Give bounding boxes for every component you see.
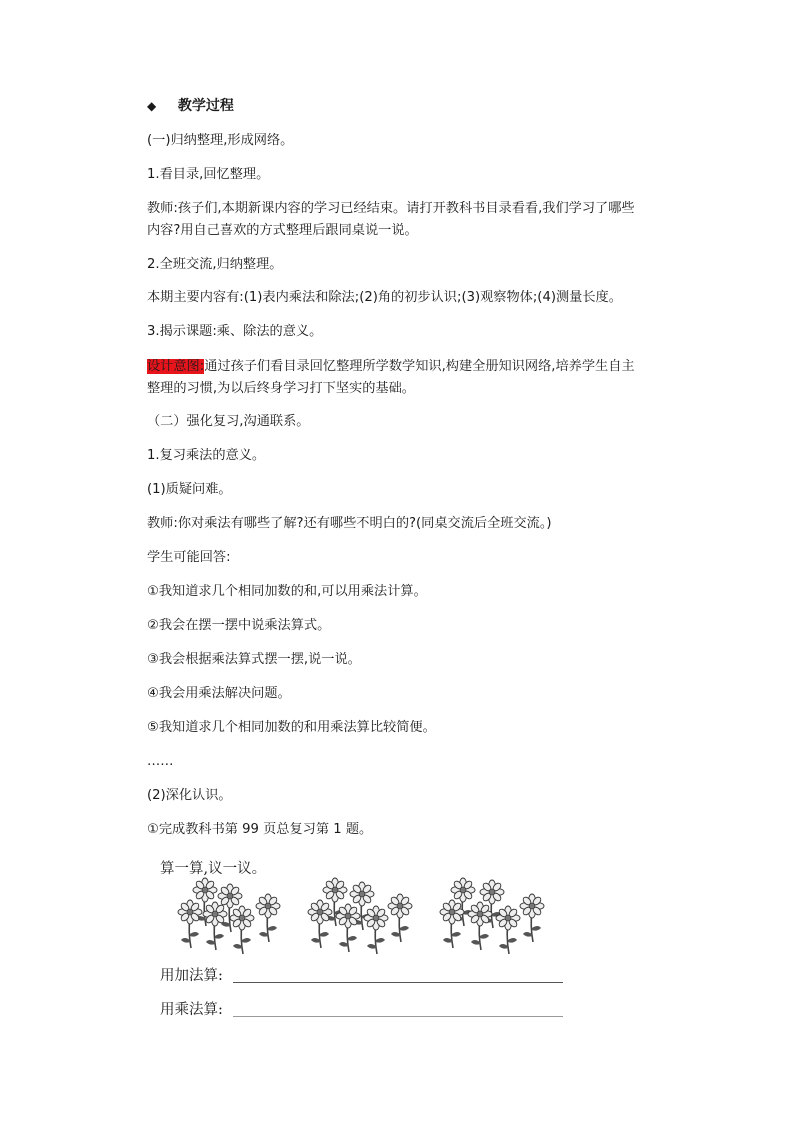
paragraph-19: (2)深化认识。: [147, 788, 232, 803]
paragraph-20: ①完成教科书第 99 页总复习第 1 题。: [147, 822, 373, 837]
section-heading: [147, 96, 234, 116]
design-intent: [147, 357, 635, 377]
multiplication-answer-line[interactable]: [233, 1016, 563, 1017]
paragraph-2: 1.看目录,回忆整理。: [147, 167, 270, 182]
heading-text: 教学过程: [177, 98, 234, 114]
paragraph-8: （二）强化复习,沟通联系。: [147, 414, 310, 429]
diamond-bullet-icon: ◆: [147, 99, 157, 113]
figure-prompt: 算一算,议一议。: [160, 861, 267, 877]
paragraph-4: 2.全班交流,归纳整理。: [147, 257, 283, 272]
answer-5: ⑤我知道求几个相同加数的和用乘法算比较简便。: [147, 720, 436, 735]
paragraph-5: 本期主要内容有:(1)表内乘法和除法;(2)角的初步认识;(3)观察物体;(4)测量长度。: [147, 290, 622, 305]
addition-label: 用加法算:: [160, 968, 223, 984]
paragraph-3b: 内容?用自己喜欢的方式整理后跟同桌说一说。: [147, 223, 418, 238]
design-intent-cont: 整理的习惯,为以后终身学习打下坚实的基础。: [147, 381, 415, 396]
design-intent-label: 设计意图:: [147, 359, 205, 374]
answer-2: ②我会在摆一摆中说乘法算式。: [147, 618, 331, 633]
paragraph-1: (一)归纳整理,形成网络。: [147, 133, 294, 148]
paragraph-10: (1)质疑问难。: [147, 482, 232, 497]
design-intent-text: 通过孩子们看目录回忆整理所学数学知识,构建全册知识网络,培养学生自主: [204, 359, 635, 374]
flower-groups-image: [170, 876, 560, 956]
answer-1: ①我知道求几个相同加数的和,可以用乘法计算。: [147, 584, 427, 599]
answer-4: ④我会用乘法解决问题。: [147, 686, 291, 701]
multiplication-label: 用乘法算:: [160, 1002, 223, 1018]
paragraph-3a: 教师:孩子们,本期新课内容的学习已经结束。请打开教科书目录看看,我们学习了哪些: [147, 201, 635, 216]
paragraph-9: 1.复习乘法的意义。: [147, 448, 266, 463]
paragraph-12: 学生可能回答:: [147, 550, 231, 565]
ellipsis: ……: [147, 754, 174, 769]
paragraph-11: 教师:你对乘法有哪些了解?还有哪些不明白的?(同桌交流后全班交流。): [147, 516, 552, 531]
addition-answer-line[interactable]: [233, 982, 563, 983]
answer-3: ③我会根据乘法算式摆一摆,说一说。: [147, 652, 361, 667]
paragraph-6: 3.揭示课题:乘、除法的意义。: [147, 324, 323, 339]
